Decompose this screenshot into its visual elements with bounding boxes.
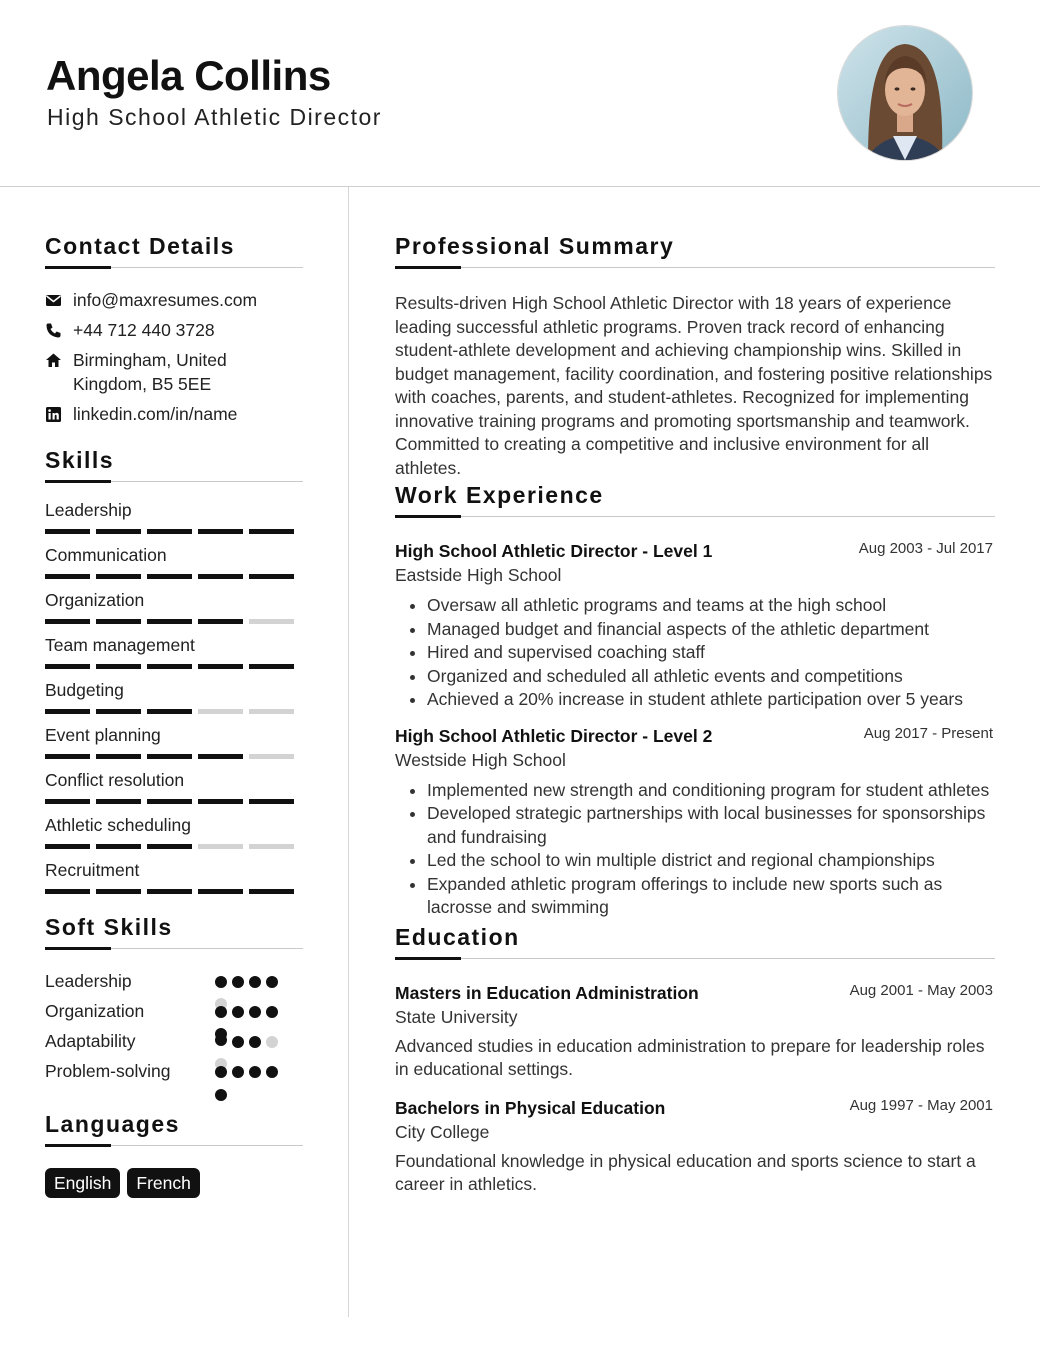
skill-meter bbox=[45, 799, 303, 804]
skill-meter-segment bbox=[198, 574, 243, 579]
skill-meter-segment bbox=[249, 844, 294, 849]
rating-dot bbox=[249, 1036, 261, 1048]
rating-dot bbox=[266, 1006, 278, 1018]
skill-meter-segment bbox=[96, 844, 141, 849]
phone-icon bbox=[45, 322, 62, 339]
degree-title: Masters in Education Administration bbox=[395, 982, 699, 1003]
section-rule bbox=[395, 515, 995, 517]
education-entry bbox=[395, 981, 995, 1082]
soft-skill-item bbox=[45, 1029, 303, 1059]
soft-skills-section bbox=[45, 914, 303, 1089]
education-section bbox=[395, 924, 995, 1197]
skills-heading: Skills bbox=[45, 447, 115, 473]
education-dates: Aug 2001 - May 2003 bbox=[849, 981, 993, 999]
skills-section bbox=[45, 447, 303, 894]
linkedin-text: linkedin.com/in/name bbox=[73, 404, 238, 424]
skill-item bbox=[45, 768, 303, 804]
profile-photo bbox=[837, 25, 973, 161]
section-rule bbox=[45, 1144, 303, 1146]
skill-label: Event planning bbox=[45, 725, 161, 745]
section-rule bbox=[395, 266, 995, 268]
rating-dot bbox=[266, 1036, 278, 1048]
job-bullet: • Organized and scheduled all athletic events and competitions bbox=[427, 665, 995, 689]
soft-skill-label: Adaptability bbox=[45, 1031, 136, 1051]
skill-label: Communication bbox=[45, 545, 167, 565]
school-name: State University bbox=[395, 1006, 518, 1027]
skill-meter-segment bbox=[198, 529, 243, 534]
skill-meter-segment bbox=[198, 709, 243, 714]
skill-item bbox=[45, 723, 303, 759]
job-company: Eastside High School bbox=[395, 565, 562, 585]
left-column bbox=[45, 186, 303, 1198]
email-text: info@maxresumes.com bbox=[73, 290, 258, 310]
education-description: Foundational knowledge in physical education and sports science to start a career in athletics. bbox=[395, 1150, 976, 1194]
section-rule bbox=[45, 947, 303, 949]
job-bullet: • Achieved a 20% increase in student athlete participation over 5 years bbox=[427, 688, 995, 712]
rating-dot bbox=[266, 976, 278, 988]
school-name: City College bbox=[395, 1121, 490, 1142]
rating-dot bbox=[266, 1066, 278, 1078]
job-entry bbox=[395, 539, 995, 712]
skill-meter-segment bbox=[249, 529, 294, 534]
contact-email[interactable] bbox=[45, 288, 303, 312]
skill-meter bbox=[45, 664, 303, 669]
section-rule bbox=[395, 957, 995, 959]
skill-label: Budgeting bbox=[45, 680, 124, 700]
rating-dot bbox=[249, 1006, 261, 1018]
skill-meter-segment bbox=[45, 619, 90, 624]
skill-label: Conflict resolution bbox=[45, 770, 185, 790]
soft-skills-list bbox=[45, 969, 303, 1089]
skill-meter bbox=[45, 709, 303, 714]
linkedin-icon bbox=[45, 406, 62, 423]
summary-text: Results-driven High School Athletic Director with 18 years of experience leading successful athletic programs. Proven track record of enhancing student-athlete development and achieving championship wins. Skilled in budget management, facility coordination, and fostering positive relationships with coaches, parents, and student-athletes. Recognized for implementing innovative training programs and promoting sportsmanship and teamwork. Committed to creating a competitive and inclusive environment for all athletes. bbox=[395, 293, 993, 478]
skill-meter-segment bbox=[249, 664, 294, 669]
phone-text: +44 712 440 3728 bbox=[73, 320, 215, 340]
soft-skill-label: Problem-solving bbox=[45, 1061, 171, 1081]
contact-section bbox=[45, 233, 303, 426]
skill-meter-segment bbox=[198, 754, 243, 759]
job-bullet: • Expanded athletic program offerings to include new sports such as lacrosse and swimming bbox=[427, 873, 995, 920]
language-tag: French bbox=[127, 1168, 199, 1198]
skill-meter-segment bbox=[198, 619, 243, 624]
skill-meter-segment bbox=[147, 529, 192, 534]
rating-dot bbox=[215, 976, 227, 988]
education-description: Advanced studies in education administration to prepare for leadership roles in educational settings. bbox=[395, 1035, 985, 1079]
experience-heading: Work Experience bbox=[395, 482, 604, 508]
candidate-title: High School Athletic Director bbox=[47, 104, 382, 130]
skill-meter-segment bbox=[96, 619, 141, 624]
job-bullet: • Hired and supervised coaching staff bbox=[427, 641, 995, 665]
skill-meter-segment bbox=[96, 889, 141, 894]
candidate-name: Angela Collins bbox=[46, 52, 331, 99]
skill-meter-segment bbox=[96, 529, 141, 534]
skill-meter-segment bbox=[147, 619, 192, 624]
rating-dot bbox=[215, 1089, 227, 1101]
skill-meter-segment bbox=[147, 844, 192, 849]
skill-meter-segment bbox=[147, 664, 192, 669]
address-line1: Birmingham, United bbox=[73, 350, 227, 370]
skill-meter-segment bbox=[198, 844, 243, 849]
soft-skill-label: Organization bbox=[45, 1001, 145, 1021]
skill-label: Organization bbox=[45, 590, 145, 610]
contact-phone[interactable] bbox=[45, 318, 303, 342]
skill-label: Recruitment bbox=[45, 860, 140, 880]
skill-meter-segment bbox=[45, 889, 90, 894]
skill-meter-segment bbox=[96, 799, 141, 804]
skill-meter-segment bbox=[45, 709, 90, 714]
skill-meter-segment bbox=[45, 844, 90, 849]
skill-meter-segment bbox=[147, 889, 192, 894]
section-rule bbox=[45, 480, 303, 482]
job-dates: Aug 2017 - Present bbox=[863, 724, 993, 742]
languages-section bbox=[45, 1111, 303, 1198]
skill-meter-segment bbox=[45, 574, 90, 579]
skill-meter-segment bbox=[198, 799, 243, 804]
skill-meter-segment bbox=[45, 664, 90, 669]
languages-heading: Languages bbox=[45, 1111, 180, 1137]
skill-item bbox=[45, 588, 303, 624]
contact-heading: Contact Details bbox=[45, 233, 235, 259]
skill-meter-segment bbox=[198, 889, 243, 894]
contact-list bbox=[45, 288, 303, 426]
skill-meter-segment bbox=[147, 709, 192, 714]
skill-meter bbox=[45, 754, 303, 759]
contact-linkedin[interactable] bbox=[45, 402, 303, 426]
soft-skills-heading: Soft Skills bbox=[45, 914, 173, 940]
skill-meter-segment bbox=[96, 709, 141, 714]
job-bullet: • Oversaw all athletic programs and teams at the high school bbox=[427, 594, 995, 618]
rating-dot bbox=[215, 1006, 227, 1018]
job-dates: Aug 2003 - Jul 2017 bbox=[858, 540, 993, 557]
rating-dot bbox=[215, 1066, 227, 1078]
job-title: High School Athletic Director - Level 1 bbox=[395, 541, 713, 561]
education-dates: Aug 1997 - May 2001 bbox=[849, 1096, 993, 1114]
job-bullets bbox=[395, 594, 995, 712]
degree-title: Bachelors in Physical Education bbox=[395, 1097, 666, 1118]
rating-dot bbox=[249, 976, 261, 988]
skill-meter-segment bbox=[249, 574, 294, 579]
skill-meter-segment bbox=[45, 754, 90, 759]
skill-meter-segment bbox=[198, 664, 243, 669]
summary-heading: Professional Summary bbox=[395, 233, 675, 259]
jobs-list bbox=[395, 539, 995, 920]
skill-meter-segment bbox=[147, 799, 192, 804]
language-tag: English bbox=[45, 1168, 120, 1198]
skill-item bbox=[45, 678, 303, 714]
envelope-icon bbox=[45, 292, 62, 309]
skill-meter bbox=[45, 529, 303, 534]
job-company: Westside High School bbox=[395, 749, 566, 770]
address-line2: Kingdom, B5 5EE bbox=[73, 374, 212, 394]
resume-header bbox=[0, 0, 1040, 187]
skill-label: Leadership bbox=[45, 500, 132, 520]
education-heading: Education bbox=[395, 923, 520, 950]
skill-meter-segment bbox=[249, 709, 294, 714]
rating-dot bbox=[232, 1006, 244, 1018]
job-bullet: • Led the school to win multiple district and regional championships bbox=[427, 849, 995, 873]
section-rule bbox=[45, 266, 303, 268]
skill-item bbox=[45, 813, 303, 849]
skill-meter-segment bbox=[249, 889, 294, 894]
skill-meter-segment bbox=[249, 619, 294, 624]
languages-list bbox=[45, 1168, 303, 1198]
skill-meter-segment bbox=[96, 574, 141, 579]
job-bullets bbox=[395, 779, 995, 920]
skill-label: Athletic scheduling bbox=[45, 815, 191, 835]
experience-section bbox=[395, 482, 995, 920]
skill-meter-segment bbox=[45, 799, 90, 804]
skill-meter-segment bbox=[96, 754, 141, 759]
rating-dot bbox=[215, 1034, 227, 1046]
skill-meter-segment bbox=[147, 754, 192, 759]
job-bullet: • Implemented new strength and conditioning program for student athletes bbox=[427, 779, 995, 803]
skill-meter bbox=[45, 619, 303, 624]
right-column bbox=[395, 186, 995, 1197]
skill-item bbox=[45, 543, 303, 579]
skills-list bbox=[45, 498, 303, 894]
skill-meter bbox=[45, 574, 303, 579]
job-bullet: • Managed budget and financial aspects of the athletic department bbox=[427, 618, 995, 642]
soft-skill-label: Leadership bbox=[45, 971, 132, 991]
skill-label: Team management bbox=[45, 635, 195, 655]
skill-item bbox=[45, 633, 303, 669]
skill-meter-segment bbox=[249, 754, 294, 759]
portrait-image bbox=[838, 26, 972, 160]
education-list bbox=[395, 981, 995, 1197]
skill-meter-segment bbox=[249, 799, 294, 804]
skill-meter-segment bbox=[96, 664, 141, 669]
job-title: High School Athletic Director - Level 2 bbox=[395, 725, 713, 746]
contact-address bbox=[45, 348, 303, 396]
skill-meter-segment bbox=[45, 529, 90, 534]
soft-skill-item bbox=[45, 1059, 303, 1089]
summary-section bbox=[395, 233, 995, 480]
soft-skill-item bbox=[45, 999, 303, 1029]
skill-meter-segment bbox=[147, 574, 192, 579]
skill-meter bbox=[45, 889, 303, 894]
skill-item bbox=[45, 498, 303, 534]
education-entry bbox=[395, 1096, 995, 1197]
job-bullet: • Developed strategic partnerships with local businesses for sponsorships and fundraising bbox=[427, 802, 995, 849]
soft-skill-item bbox=[45, 969, 303, 999]
job-entry bbox=[395, 724, 995, 920]
rating-dot bbox=[232, 1066, 244, 1078]
home-icon bbox=[45, 352, 62, 369]
skill-item bbox=[45, 858, 303, 894]
column-divider bbox=[348, 187, 349, 1317]
skill-meter bbox=[45, 844, 303, 849]
rating-dot bbox=[232, 976, 244, 988]
rating-dot bbox=[232, 1036, 244, 1048]
rating-dot bbox=[249, 1066, 261, 1078]
